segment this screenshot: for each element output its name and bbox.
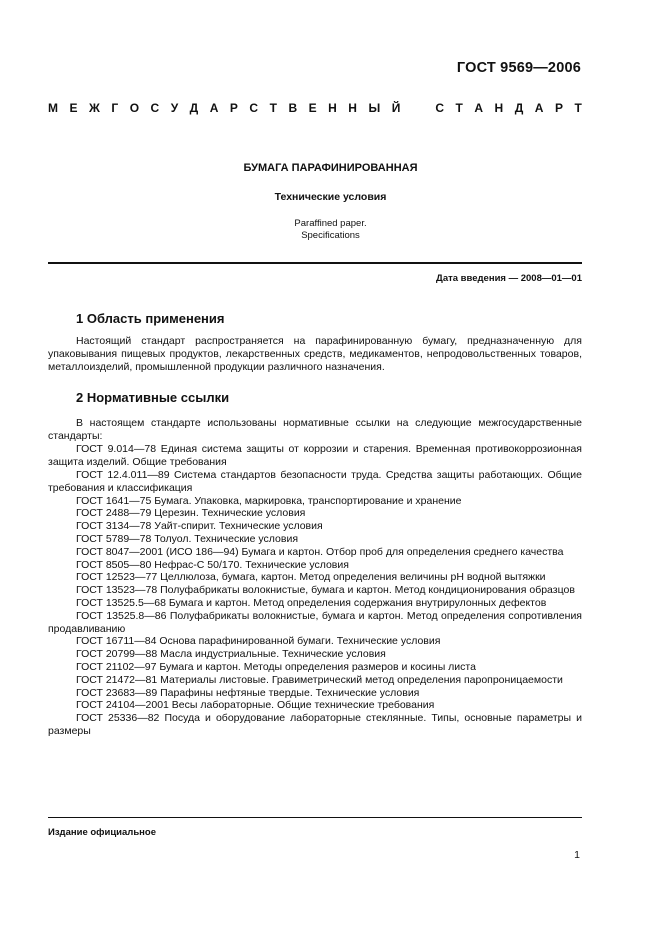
banner-letter: Е xyxy=(308,101,317,115)
banner-letter: Ы xyxy=(368,101,381,115)
reference-item: ГОСТ 13525.8—86 Полуфабрикаты волокнистые, бумага и картон. Метод определения сопротивления продавливанию xyxy=(48,609,582,635)
banner-letter: Р xyxy=(229,101,238,115)
document-subtitle: Технические условия xyxy=(274,191,387,203)
banner-letter: О xyxy=(129,101,140,115)
title-divider xyxy=(48,262,582,264)
banner-letter: Н xyxy=(328,101,337,115)
banner-letter: М xyxy=(48,101,58,115)
banner-letter: С xyxy=(150,101,160,115)
official-edition-label: Издание официальное xyxy=(48,827,156,838)
introduction-date: Дата введения — 2008—01—01 xyxy=(436,273,582,284)
section-1-text: Настоящий стандарт распространяется на парафинированную бумагу, предназначенную для упаковывания пищевых продуктов, лекарственных средств, медикаментов, непродовольственных товаров, металлоизделий, промышленной продукции различного назначения. xyxy=(48,335,582,374)
banner-letter: Т xyxy=(269,101,277,115)
banner-letter: Й xyxy=(391,101,401,115)
document-title: БУМАГА ПАРАФИНИРОВАННАЯ xyxy=(243,162,418,174)
section-1-body xyxy=(48,335,582,375)
reference-item: ГОСТ 21102—97 Бумага и картон. Методы определения размеров и косины листа xyxy=(76,660,476,673)
page-number: 1 xyxy=(574,849,580,861)
footer-divider xyxy=(48,817,582,818)
reference-item: ГОСТ 23683—89 Парафины нефтяные твердые. Технические условия xyxy=(76,686,420,699)
banner-letter: Г xyxy=(111,101,119,115)
reference-item: ГОСТ 13523—78 Полуфабрикаты волокнистые, бумага и картон. Метод кондиционирования образцов xyxy=(76,584,575,597)
reference-item: ГОСТ 21472—81 Материалы листовые. Гравиметрический метод определения паропроницаемости xyxy=(76,673,563,686)
banner-letter: А xyxy=(534,101,544,115)
banner-letter: А xyxy=(474,101,484,115)
banner-letter: Д xyxy=(514,101,524,115)
interstate-standard-banner xyxy=(48,101,582,115)
reference-item: ГОСТ 13525.5—68 Бумага и картон. Метод определения содержания внутрирулонных дефектов xyxy=(76,596,547,609)
banner-letter: Д xyxy=(189,101,199,115)
banner-letter: Т xyxy=(455,101,463,115)
section-2-lead: В настоящем стандарте использованы нормативные ссылки на следующие межгосударственные стандарты: xyxy=(48,417,582,443)
reference-item: ГОСТ 12.4.011—89 Система стандартов безопасности труда. Средства защиты работающих. Общие требования и классификация xyxy=(48,469,582,494)
reference-item: ГОСТ 5789—78 Толуол. Технические условия xyxy=(76,532,299,545)
word-gap xyxy=(412,101,424,115)
banner-letter: В xyxy=(288,101,298,115)
section-2-body xyxy=(48,417,582,738)
section-1-heading: 1 Область применения xyxy=(76,311,225,326)
reference-item: ГОСТ 3134—78 Уайт-спирит. Технические условия xyxy=(76,520,323,533)
banner-letter: Р xyxy=(554,101,563,115)
banner-letter: С xyxy=(249,101,259,115)
banner-letter: Ж xyxy=(89,101,100,115)
banner-letter: Н xyxy=(348,101,357,115)
banner-letter: А xyxy=(209,101,219,115)
reference-item: ГОСТ 16711—84 Основа парафинированной бумаги. Технические условия xyxy=(76,635,441,648)
reference-item: ГОСТ 20799—88 Масла индустриальные. Технические условия xyxy=(76,648,386,661)
english-title-line1: Paraffined paper. xyxy=(294,218,367,229)
banner-letter: Т xyxy=(574,101,582,115)
reference-item: ГОСТ 25336—82 Посуда и оборудование лабораторные стеклянные. Типы, основные параметры и размеры xyxy=(48,712,582,737)
reference-item: ГОСТ 1641—75 Бумага. Упаковка, маркировка, транспортирование и хранение xyxy=(76,494,462,507)
standard-code: ГОСТ 9569—2006 xyxy=(456,60,581,76)
reference-list xyxy=(48,443,582,737)
reference-item: ГОСТ 9.014—78 Единая система защиты от коррозии и старения. Временная противокоррозионная защита изделий. Общие требования xyxy=(48,443,582,469)
reference-item: ГОСТ 24104—2001 Весы лабораторные. Общие технические требования xyxy=(76,699,435,712)
banner-letter: У xyxy=(170,101,179,115)
reference-item: ГОСТ 12523—77 Целлюлоза, бумага, картон. Метод определения величины pH водной вытяжки xyxy=(76,571,546,584)
section-2-heading: 2 Нормативные ссылки xyxy=(76,390,230,405)
banner-letter: Н xyxy=(494,101,504,115)
reference-item: ГОСТ 8505—80 Нефрас-С 50/170. Технические условия xyxy=(76,558,349,571)
banner-letter: Е xyxy=(69,101,78,115)
reference-item: ГОСТ 2488—79 Церезин. Технические условия xyxy=(76,507,306,520)
reference-item: ГОСТ 8047—2001 (ИСО 186—94) Бумага и картон. Отбор проб для определения среднего качества xyxy=(76,545,564,558)
banner-letter: С xyxy=(435,101,445,115)
english-title-line2: Specifications xyxy=(301,230,360,241)
